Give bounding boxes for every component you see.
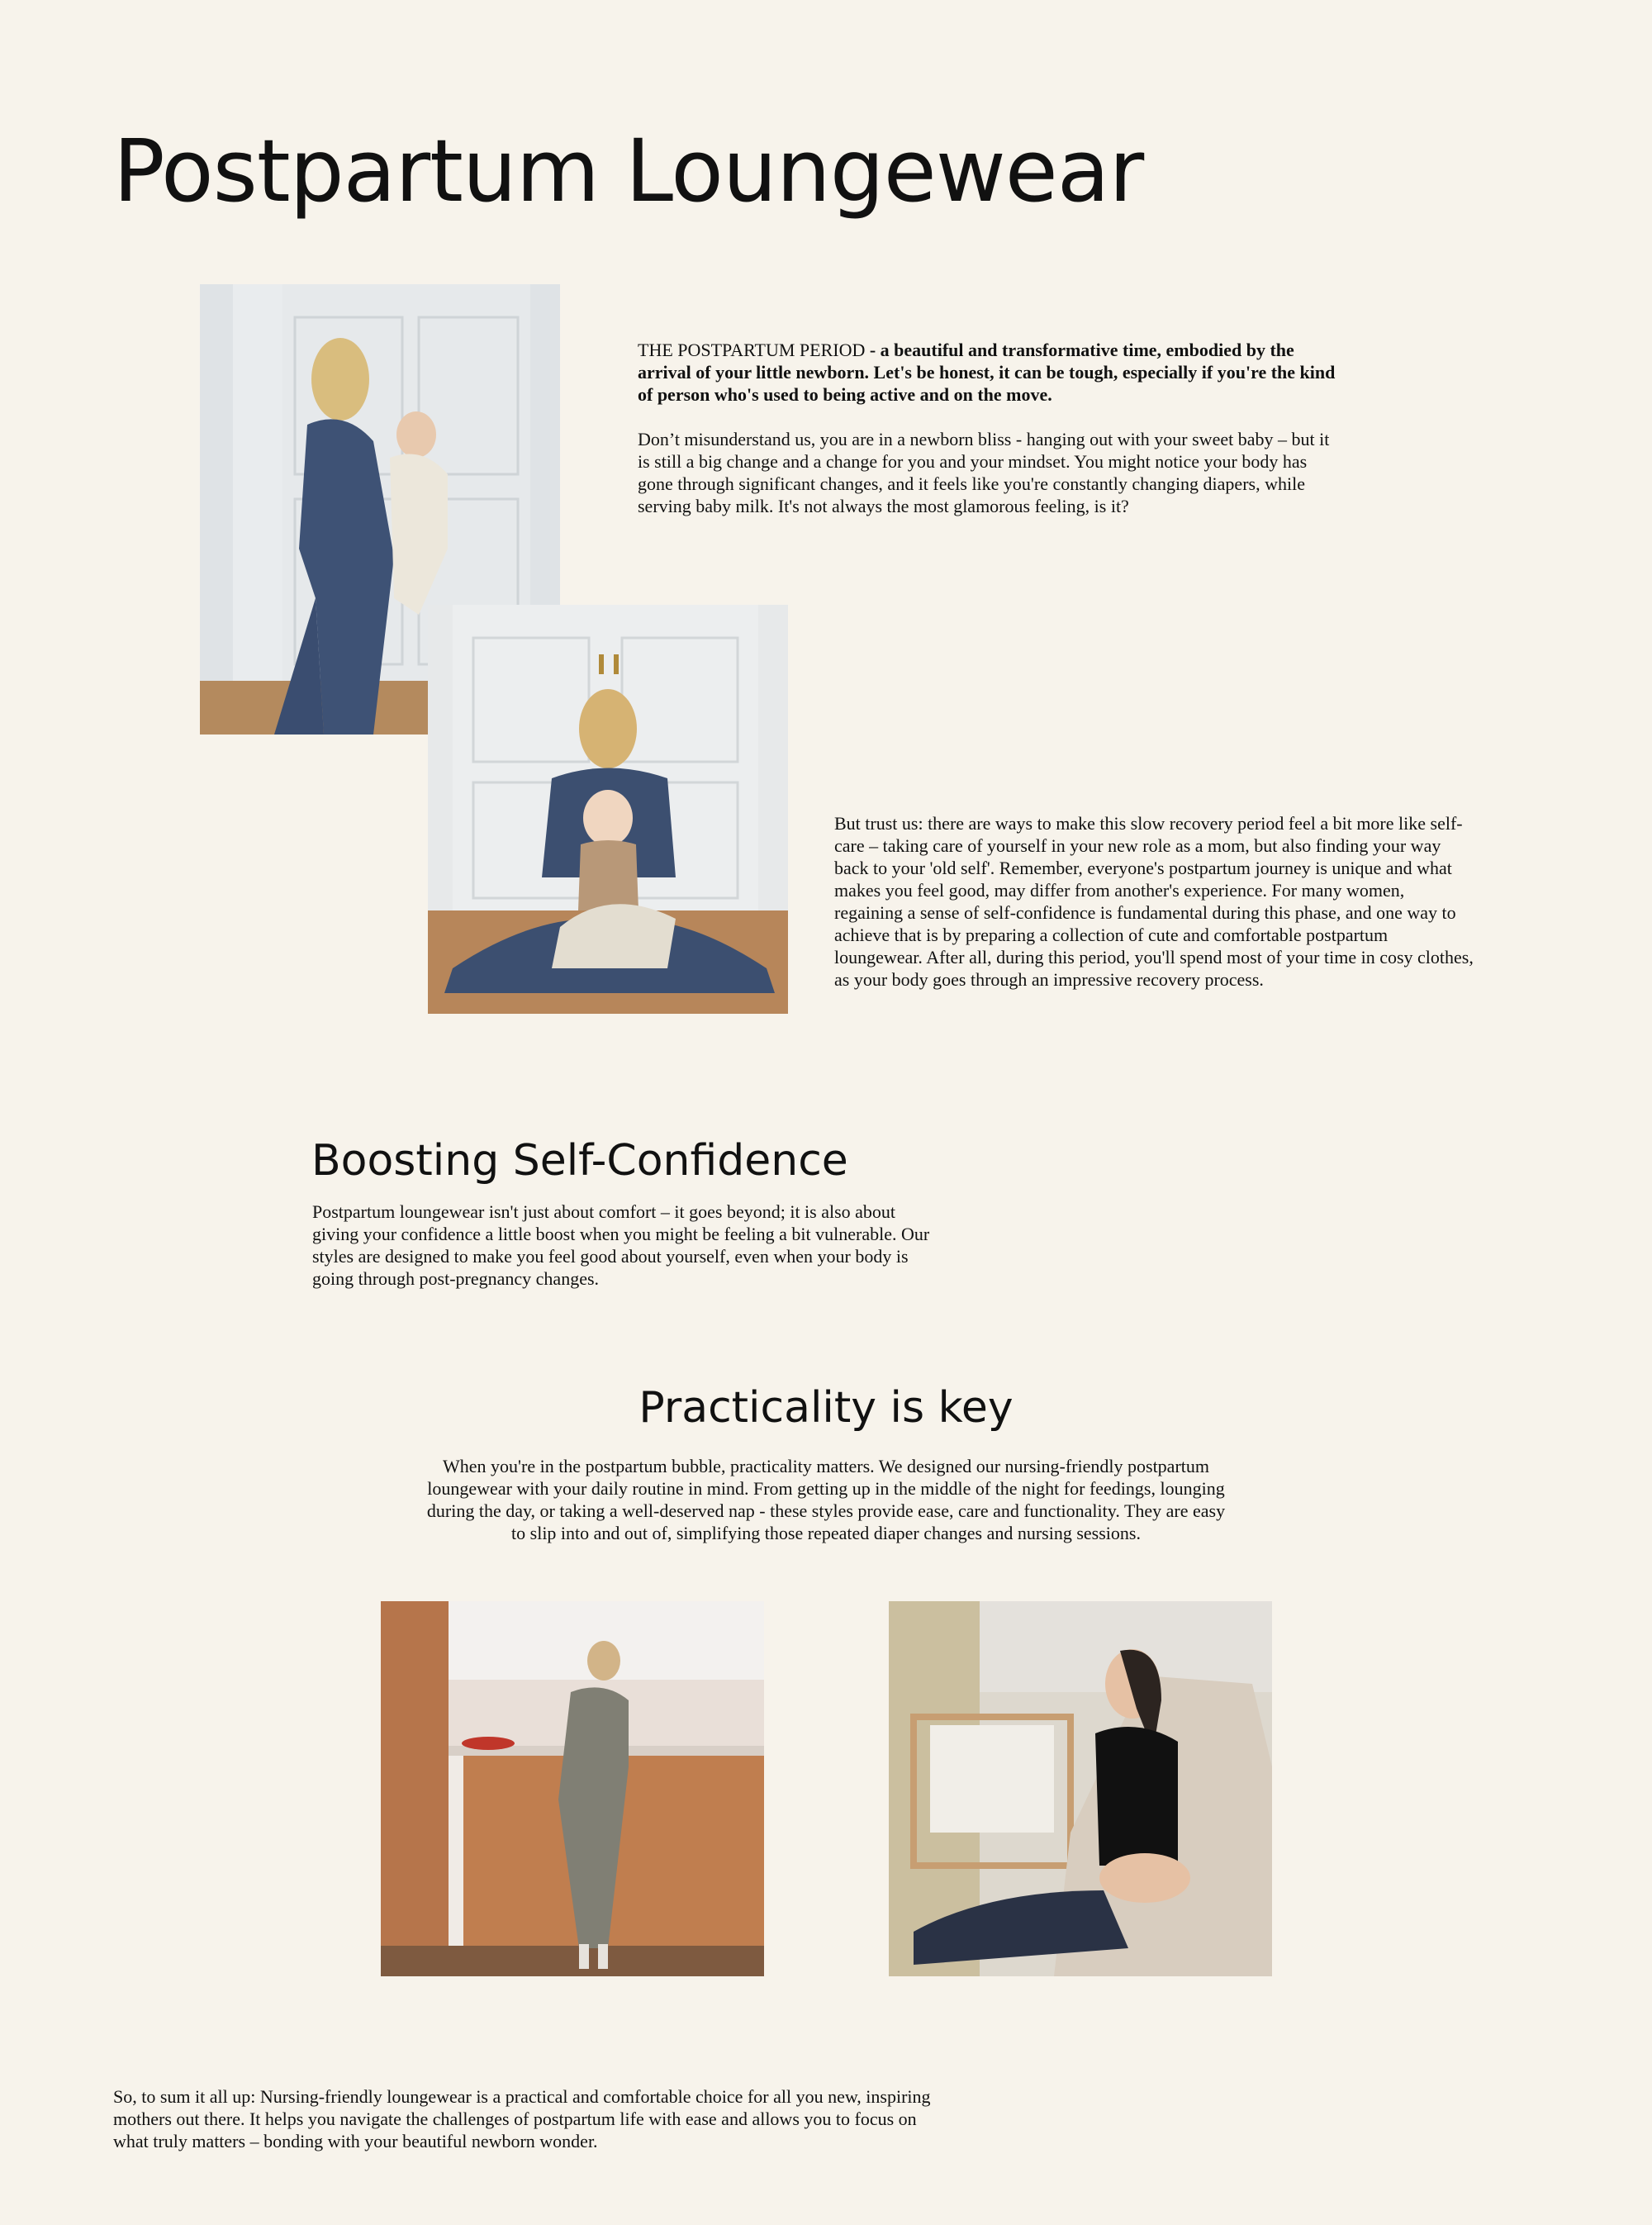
photo-pregnant-woman-bed (889, 1601, 1272, 1976)
photo-mother-sitting-with-baby (428, 605, 788, 1014)
trust-text (834, 812, 1474, 991)
confidence-text (312, 1200, 940, 1290)
practicality-paragraph: When you're in the postpartum bubble, practicality matters. We designed our nursing-friendly postpartum loungewear with your daily routine in mind. From getting up in the middle of the night for feedings, lounging during the day, or taking a well-deserved nap - these styles provide ease, care and functionality. They are easy to slip into and out of, simplifying those repeated diaper changes and nursing sessions. (426, 1456, 1226, 1543)
practicality-text (425, 1455, 1227, 1544)
intro-lead-bold: - a beautiful and transformative time, embodied by the arrival of your little newborn. Let's be honest, it can be tough, especially if you're the kind of person who's used to being active and on the move. (638, 340, 1336, 405)
confidence-paragraph: Postpartum loungewear isn't just about comfort – it goes beyond; it is also about giving your confidence a little boost when you might be feeling a bit vulnerable. Our styles are designed to make you feel good about yourself, even when your body is going through post-pregnancy changes. (312, 1201, 930, 1289)
intro-paragraph-2: Don’t misunderstand us, you are in a newborn bliss - hanging out with your sweet baby – but it is still a big change and a change for you and your mindset. You might notice your body has gone through significant changes, and it feels like you're constantly changing diapers, while serving baby milk. It's not always the most glamorous feeling, is it? (638, 429, 1330, 516)
summary-paragraph: So, to sum it all up: Nursing-friendly loungewear is a practical and comfortable choice for all you new, inspiring mothers out there. It helps you navigate the challenges of postpartum life with ease and allows you to focus on what truly matters – bonding with your beautiful newborn wonder. (113, 2086, 931, 2151)
confidence-heading: Boosting Self-Confidence (311, 1136, 848, 1186)
trust-paragraph: But trust us: there are ways to make this slow recovery period feel a bit more like self-care – taking care of yourself in your new role as a mom, but also finding your way back to your 'old self'. Remember, everyone's postpartum journey is unique and what makes you feel good, may differ from another's experience. For many women, regaining a sense of self-confidence is fundamental during this phase, and one way to achieve that is by preparing a collection of cute and comfortable postpartum loungewear. After all, during this period, you'll spend most of your time in cosy clothes, as your body goes through an impressive recovery process. (834, 813, 1474, 990)
practicality-heading: Practicality is key (638, 1383, 1014, 1433)
photo-pregnant-woman-kitchen (381, 1601, 764, 1976)
intro-text (638, 339, 1340, 517)
summary-text (113, 2085, 939, 2152)
page-title: Postpartum Loungewear (113, 121, 1144, 221)
intro-lead: THE POSTPARTUM PERIOD (638, 340, 866, 360)
intro-paragraph-1 (638, 339, 1340, 406)
